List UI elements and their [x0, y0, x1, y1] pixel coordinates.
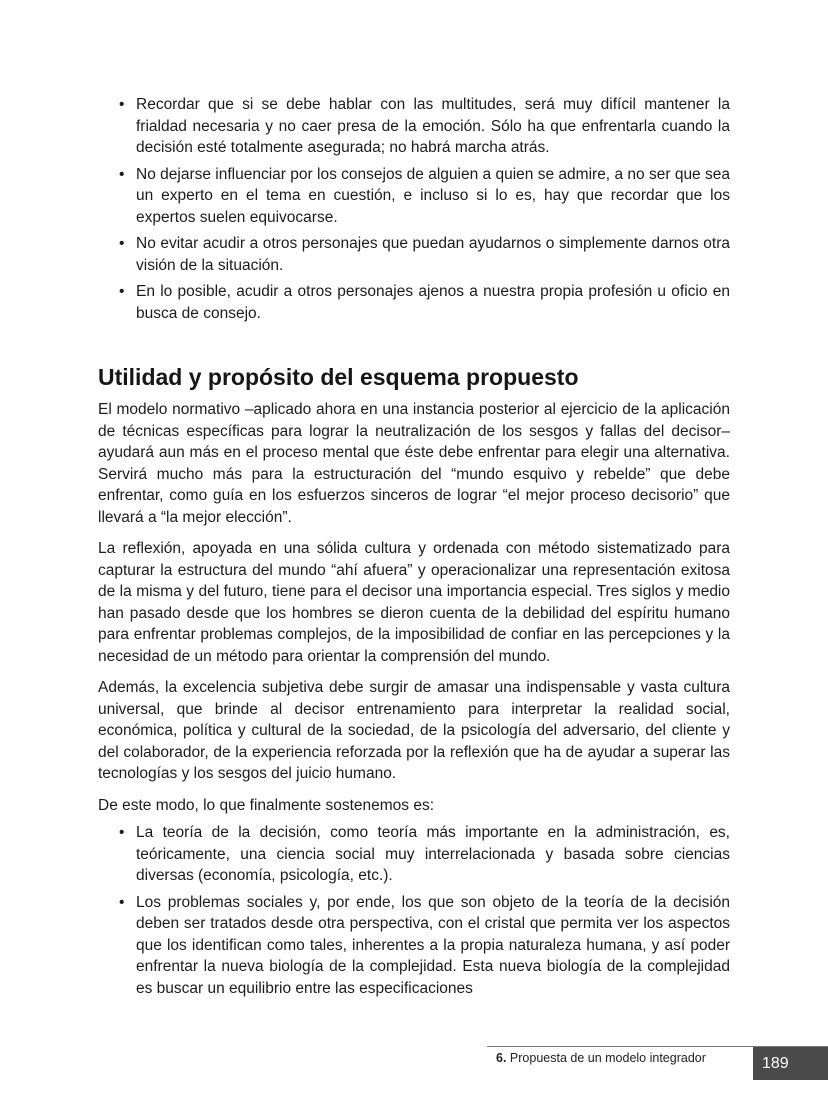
page-body [98, 94, 730, 1004]
page-number: 189 [753, 1047, 828, 1080]
chapter-title: Propuesta de un modelo integrador [509, 1051, 706, 1065]
list-item: • No dejarse influenciar por los consejos de alguien a quien se admire, a no ser que sea un experto en el tema en cuestión, e incluso si lo es, hay que recordar que los expertos suelen equivocarse. [136, 164, 730, 229]
list-item: • Los problemas sociales y, por ende, los que son objeto de la teoría de la decisión deben ser tratados desde otra perspectiva, con el cristal que permita ver los aspectos que los identifican como tales, inherentes a la propia naturaleza humana, y así poder enfrentar la nueva biología de la complejidad. Esta nueva biología de la complejidad es buscar un equilibrio entre las especificaciones [136, 892, 730, 1000]
running-footer [496, 1050, 706, 1066]
list-item: • En lo posible, acudir a otros personajes ajenos a nuestra propia profesión u oficio en busca de consejo. [136, 281, 730, 324]
list-item: • Recordar que si se debe hablar con las multitudes, será muy difícil mantener la frialdad necesaria y no caer presa de la emoción. Sólo ha que enfrentarla cuando la decisión esté totalmente asegurada; no habrá marcha atrás. [136, 94, 730, 159]
bullet-list-top [98, 94, 730, 324]
paragraph-2: La reflexión, apoyada en una sólida cultura y ordenada con método sistematizado para capturar la estructura del mundo “ahí afuera” y operacionalizar una representación exitosa de la misma y del futuro, tiene para el decisor una importancia especial. Tres siglos y medio han pasado desde que los hombres se dieron cuenta de la debilidad del espíritu humano para enfrentar problemas complejos, de la imposibilidad de confiar en las percepciones y la necesidad de un método para orientar la comprensión del mundo. [98, 540, 730, 665]
list-item: • No evitar acudir a otros personajes que puedan ayudarnos o simplemente darnos otra visión de la situación. [136, 233, 730, 276]
list-item: • La teoría de la decisión, como teoría más importante en la administración, es, teóricamente, una ciencia social muy interrelacionada y basada sobre ciencias diversas (economía, psicología, etc.). [136, 822, 730, 887]
paragraph-4: De este modo, lo que finalmente sostenemos es: [98, 796, 435, 814]
section-heading: Utilidad y propósito del esquema propuesto [98, 364, 579, 390]
paragraph-3: Además, la excelencia subjetiva debe surgir de amasar una indispensable y vasta cultura universal, que brinde al decisor entrenamiento para interpretar la realidad social, económica, política y cultural de la sociedad, de la psicología del adversario, del cliente y del colaborador, de la experiencia reforzada por la reflexión que ha de ayudar a superar las tecnologías y los sesgos del juicio humano. [98, 679, 730, 782]
bullet-list-bottom [98, 822, 730, 999]
chapter-number: 6. [496, 1051, 507, 1065]
paragraph-1: El modelo normativo –aplicado ahora en una instancia posterior al ejercicio de la aplicación de técnicas específicas para lograr la neutralización de los sesgos y fallas del decisor– ayudará aun más en el proceso mental que éste debe enfrentar para elegir una alternativa. Servirá mucho más para la estructuración del “mundo esquivo y rebelde” que debe enfrentar, como guía en los esfuerzos sinceros de lograr “el mejor proceso decisorio” que llevará a “la mejor elección”. [98, 401, 730, 526]
